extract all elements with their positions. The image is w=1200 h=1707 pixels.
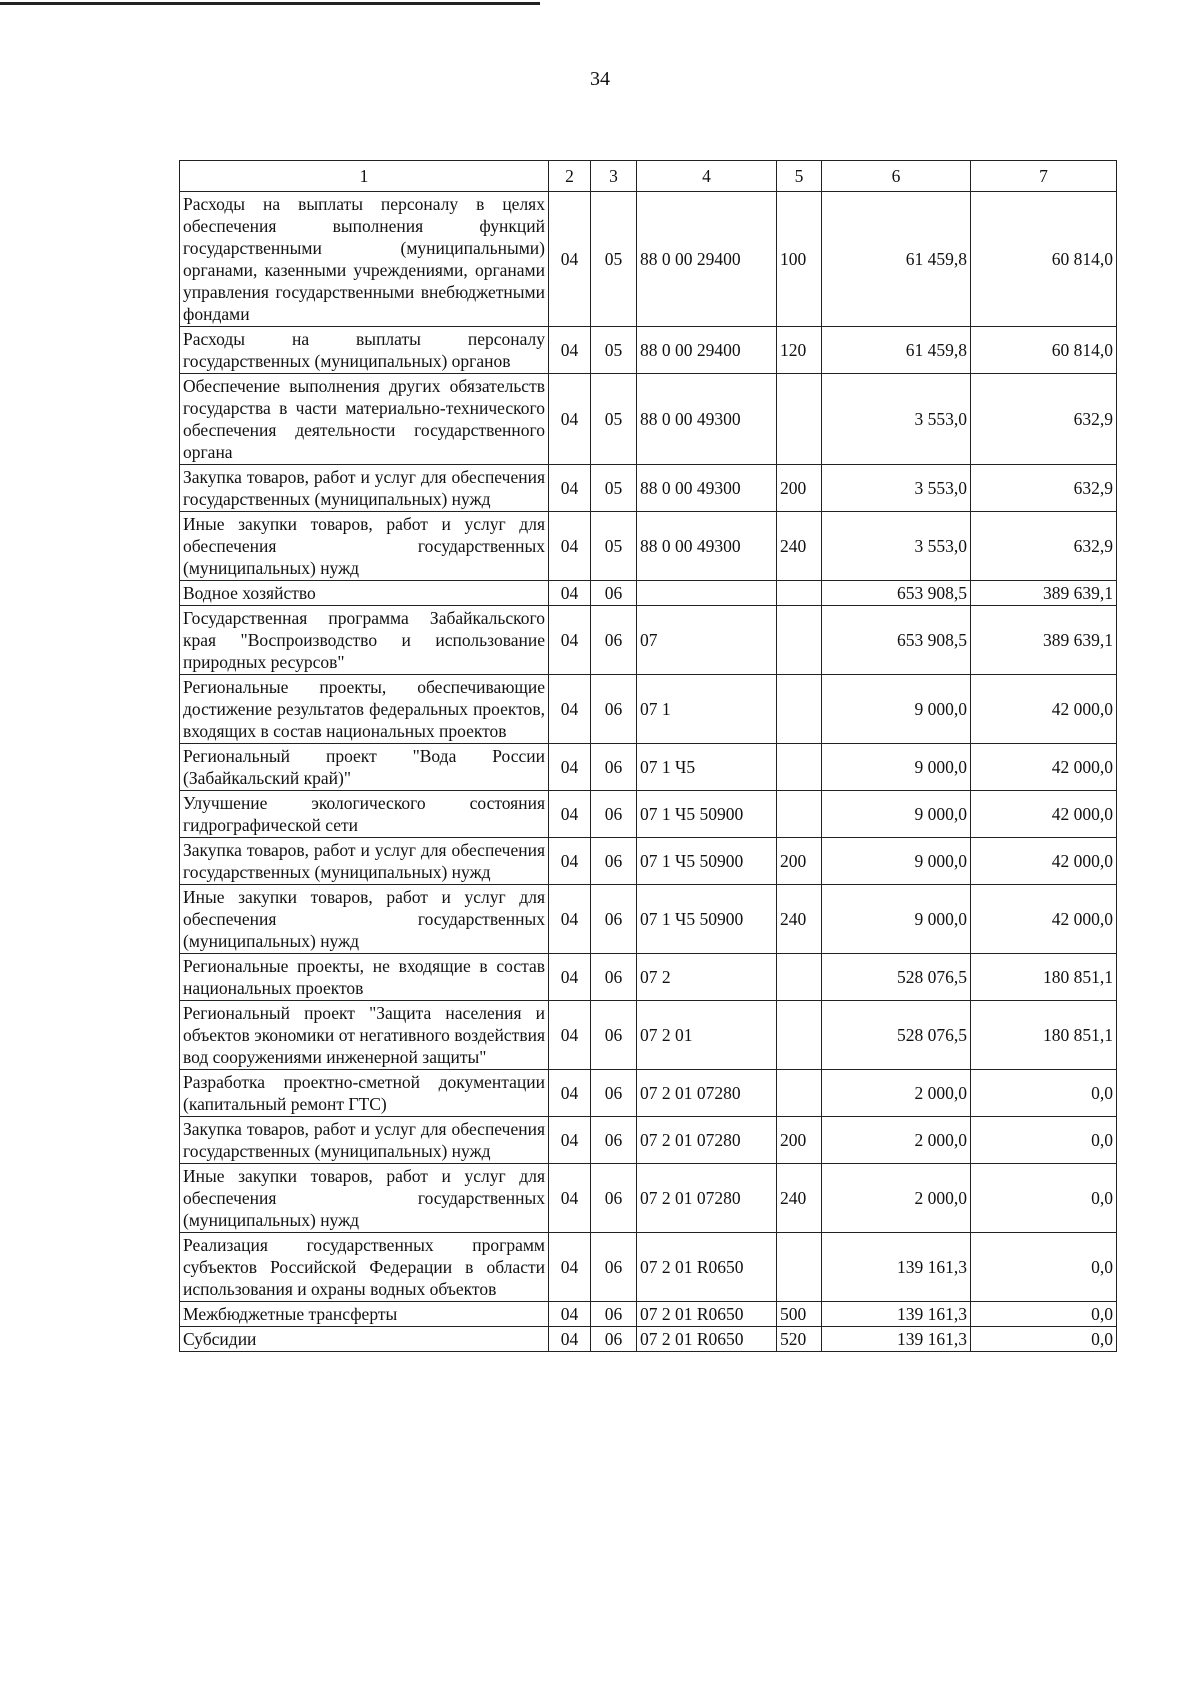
cell-target-article: 07 2 01 07280	[637, 1164, 777, 1233]
cell-section: 04	[549, 1233, 591, 1302]
table-row	[180, 465, 1117, 512]
cell-section: 04	[549, 885, 591, 954]
cell-expense-type	[777, 675, 822, 744]
cell-expense-type	[777, 1070, 822, 1117]
cell-expense-type: 200	[777, 465, 822, 512]
table-row	[180, 1233, 1117, 1302]
cell-target-article: 07 1 Ч5 50900	[637, 791, 777, 838]
cell-amount-1: 528 076,5	[822, 1001, 971, 1070]
cell-target-article: 88 0 00 29400	[637, 327, 777, 374]
cell-section: 04	[549, 1164, 591, 1233]
cell-target-article: 07 2 01 R0650	[637, 1233, 777, 1302]
cell-amount-1: 2 000,0	[822, 1117, 971, 1164]
cell-expense-type: 120	[777, 327, 822, 374]
cell-section: 04	[549, 1001, 591, 1070]
cell-target-article: 88 0 00 49300	[637, 512, 777, 581]
cell-amount-1: 139 161,3	[822, 1233, 971, 1302]
cell-expense-type: 520	[777, 1327, 822, 1352]
cell-section: 04	[549, 791, 591, 838]
cell-amount-2: 389 639,1	[971, 581, 1117, 606]
header-row	[180, 161, 1117, 192]
cell-subsection: 06	[591, 1233, 637, 1302]
page-number: 34	[590, 68, 610, 90]
cell-expense-type	[777, 791, 822, 838]
cell-section: 04	[549, 512, 591, 581]
cell-target-article: 07 2 01 07280	[637, 1117, 777, 1164]
cell-subsection: 05	[591, 465, 637, 512]
cell-target-article: 88 0 00 49300	[637, 465, 777, 512]
cell-expense-type: 200	[777, 838, 822, 885]
cell-expense-type	[777, 374, 822, 465]
cell-subsection: 06	[591, 606, 637, 675]
table-row	[180, 374, 1117, 465]
cell-section: 04	[549, 1070, 591, 1117]
cell-amount-2: 180 851,1	[971, 954, 1117, 1001]
table-body	[180, 192, 1117, 1352]
table-row	[180, 606, 1117, 675]
table-row	[180, 327, 1117, 374]
cell-amount-1: 3 553,0	[822, 465, 971, 512]
header-cell-name: 1	[180, 161, 549, 192]
table-row	[180, 581, 1117, 606]
cell-amount-2: 0,0	[971, 1233, 1117, 1302]
cell-name: Иные закупки товаров, работ и услуг для обеспечения государственных (муниципальных) нужд	[180, 512, 549, 581]
cell-amount-1: 528 076,5	[822, 954, 971, 1001]
cell-section: 04	[549, 192, 591, 327]
cell-amount-2: 42 000,0	[971, 675, 1117, 744]
cell-amount-2: 632,9	[971, 465, 1117, 512]
cell-section: 04	[549, 374, 591, 465]
cell-amount-1: 9 000,0	[822, 885, 971, 954]
cell-amount-1: 61 459,8	[822, 192, 971, 327]
cell-amount-2: 42 000,0	[971, 744, 1117, 791]
cell-expense-type	[777, 954, 822, 1001]
budget-table	[179, 160, 1117, 1352]
cell-expense-type: 240	[777, 885, 822, 954]
cell-section: 04	[549, 1302, 591, 1327]
cell-amount-2: 0,0	[971, 1070, 1117, 1117]
table-row	[180, 744, 1117, 791]
cell-subsection: 05	[591, 374, 637, 465]
cell-target-article: 07 1 Ч5 50900	[637, 885, 777, 954]
cell-name: Расходы на выплаты персоналу в целях обеспечения выполнения функций государственными (муниципальными) органами, казенными учреждениями, органами управления государственными внебюджетными фондами	[180, 192, 549, 327]
cell-expense-type: 200	[777, 1117, 822, 1164]
cell-amount-2: 180 851,1	[971, 1001, 1117, 1070]
cell-name: Улучшение экологического состояния гидрографической сети	[180, 791, 549, 838]
cell-amount-2: 60 814,0	[971, 327, 1117, 374]
table-row	[180, 1070, 1117, 1117]
cell-amount-1: 3 553,0	[822, 512, 971, 581]
top-edge-rule	[0, 2, 540, 5]
cell-name: Иные закупки товаров, работ и услуг для обеспечения государственных (муниципальных) нужд	[180, 1164, 549, 1233]
cell-section: 04	[549, 744, 591, 791]
cell-section: 04	[549, 1327, 591, 1352]
cell-amount-2: 389 639,1	[971, 606, 1117, 675]
cell-amount-1: 9 000,0	[822, 791, 971, 838]
cell-amount-1: 9 000,0	[822, 838, 971, 885]
cell-name: Закупка товаров, работ и услуг для обеспечения государственных (муниципальных) нужд	[180, 465, 549, 512]
table-row	[180, 791, 1117, 838]
cell-expense-type: 500	[777, 1302, 822, 1327]
cell-subsection: 05	[591, 192, 637, 327]
cell-section: 04	[549, 465, 591, 512]
cell-subsection: 06	[591, 1164, 637, 1233]
table-row	[180, 1327, 1117, 1352]
header-cell-amount-1: 6	[822, 161, 971, 192]
cell-amount-1: 61 459,8	[822, 327, 971, 374]
cell-name: Межбюджетные трансферты	[180, 1302, 549, 1327]
cell-amount-2: 60 814,0	[971, 192, 1117, 327]
cell-subsection: 06	[591, 885, 637, 954]
cell-amount-2: 0,0	[971, 1117, 1117, 1164]
cell-subsection: 06	[591, 581, 637, 606]
table-row	[180, 838, 1117, 885]
cell-expense-type: 240	[777, 1164, 822, 1233]
cell-amount-2: 632,9	[971, 374, 1117, 465]
cell-subsection: 06	[591, 1001, 637, 1070]
cell-subsection: 06	[591, 675, 637, 744]
table-row	[180, 192, 1117, 327]
cell-section: 04	[549, 838, 591, 885]
cell-subsection: 06	[591, 954, 637, 1001]
table-row	[180, 1001, 1117, 1070]
cell-amount-2: 0,0	[971, 1164, 1117, 1233]
cell-target-article: 07 1	[637, 675, 777, 744]
cell-expense-type: 100	[777, 192, 822, 327]
cell-name: Закупка товаров, работ и услуг для обеспечения государственных (муниципальных) нужд	[180, 1117, 549, 1164]
cell-target-article: 07 2 01 R0650	[637, 1302, 777, 1327]
cell-subsection: 06	[591, 1070, 637, 1117]
cell-subsection: 06	[591, 1117, 637, 1164]
cell-name: Разработка проектно-сметной документации (капитальный ремонт ГТС)	[180, 1070, 549, 1117]
cell-target-article: 88 0 00 29400	[637, 192, 777, 327]
cell-section: 04	[549, 675, 591, 744]
cell-subsection: 06	[591, 744, 637, 791]
cell-target-article: 07	[637, 606, 777, 675]
cell-subsection: 06	[591, 838, 637, 885]
cell-amount-1: 9 000,0	[822, 744, 971, 791]
cell-section: 04	[549, 606, 591, 675]
cell-amount-2: 0,0	[971, 1302, 1117, 1327]
cell-target-article: 07 2	[637, 954, 777, 1001]
cell-name: Водное хозяйство	[180, 581, 549, 606]
cell-name: Реализация государственных программ субъектов Российской Федерации в области использования и охраны водных объектов	[180, 1233, 549, 1302]
header-cell-amount-2: 7	[971, 161, 1117, 192]
table-row	[180, 885, 1117, 954]
cell-amount-1: 2 000,0	[822, 1164, 971, 1233]
cell-subsection: 06	[591, 1302, 637, 1327]
cell-target-article: 07 1 Ч5 50900	[637, 838, 777, 885]
cell-expense-type	[777, 1001, 822, 1070]
cell-name: Расходы на выплаты персоналу государственных (муниципальных) органов	[180, 327, 549, 374]
table-row	[180, 1302, 1117, 1327]
cell-amount-1: 3 553,0	[822, 374, 971, 465]
cell-expense-type: 240	[777, 512, 822, 581]
cell-target-article: 07 2 01	[637, 1001, 777, 1070]
cell-name: Региональные проекты, не входящие в состав национальных проектов	[180, 954, 549, 1001]
cell-subsection: 05	[591, 512, 637, 581]
cell-name: Региональные проекты, обеспечивающие достижение результатов федеральных проектов, входящих в состав национальных проектов	[180, 675, 549, 744]
cell-expense-type	[777, 1233, 822, 1302]
table-header	[180, 161, 1117, 192]
header-cell-subsection: 3	[591, 161, 637, 192]
cell-subsection: 06	[591, 791, 637, 838]
cell-amount-1: 9 000,0	[822, 675, 971, 744]
cell-amount-2: 42 000,0	[971, 791, 1117, 838]
cell-name: Закупка товаров, работ и услуг для обеспечения государственных (муниципальных) нужд	[180, 838, 549, 885]
cell-name: Субсидии	[180, 1327, 549, 1352]
cell-name: Региональный проект "Вода России (Забайкальский край)"	[180, 744, 549, 791]
cell-amount-2: 42 000,0	[971, 838, 1117, 885]
header-cell-target-article: 4	[637, 161, 777, 192]
table-row	[180, 954, 1117, 1001]
cell-amount-1: 653 908,5	[822, 606, 971, 675]
cell-expense-type	[777, 606, 822, 675]
table-row	[180, 1164, 1117, 1233]
cell-section: 04	[549, 1117, 591, 1164]
cell-amount-1: 2 000,0	[822, 1070, 971, 1117]
cell-target-article: 07 1 Ч5	[637, 744, 777, 791]
cell-amount-1: 139 161,3	[822, 1327, 971, 1352]
cell-target-article: 07 2 01 R0650	[637, 1327, 777, 1352]
table-row	[180, 1117, 1117, 1164]
cell-target-article: 88 0 00 49300	[637, 374, 777, 465]
cell-name: Иные закупки товаров, работ и услуг для обеспечения государственных (муниципальных) нужд	[180, 885, 549, 954]
cell-section: 04	[549, 327, 591, 374]
cell-subsection: 06	[591, 1327, 637, 1352]
cell-amount-2: 632,9	[971, 512, 1117, 581]
cell-target-article: 07 2 01 07280	[637, 1070, 777, 1117]
cell-name: Региональный проект "Защита населения и объектов экономики от негативного воздействия вод сооружениями инженерной защиты"	[180, 1001, 549, 1070]
table-row	[180, 675, 1117, 744]
table-row	[180, 512, 1117, 581]
cell-amount-1: 653 908,5	[822, 581, 971, 606]
cell-target-article	[637, 581, 777, 606]
cell-name: Обеспечение выполнения других обязательств государства в части материально-технического обеспечения деятельности государственного органа	[180, 374, 549, 465]
cell-expense-type	[777, 581, 822, 606]
cell-amount-2: 42 000,0	[971, 885, 1117, 954]
header-cell-section: 2	[549, 161, 591, 192]
cell-amount-2: 0,0	[971, 1327, 1117, 1352]
cell-section: 04	[549, 954, 591, 1001]
cell-section: 04	[549, 581, 591, 606]
cell-subsection: 05	[591, 327, 637, 374]
header-cell-expense-type: 5	[777, 161, 822, 192]
cell-name: Государственная программа Забайкальского края "Воспроизводство и использование природных ресурсов"	[180, 606, 549, 675]
cell-expense-type	[777, 744, 822, 791]
cell-amount-1: 139 161,3	[822, 1302, 971, 1327]
